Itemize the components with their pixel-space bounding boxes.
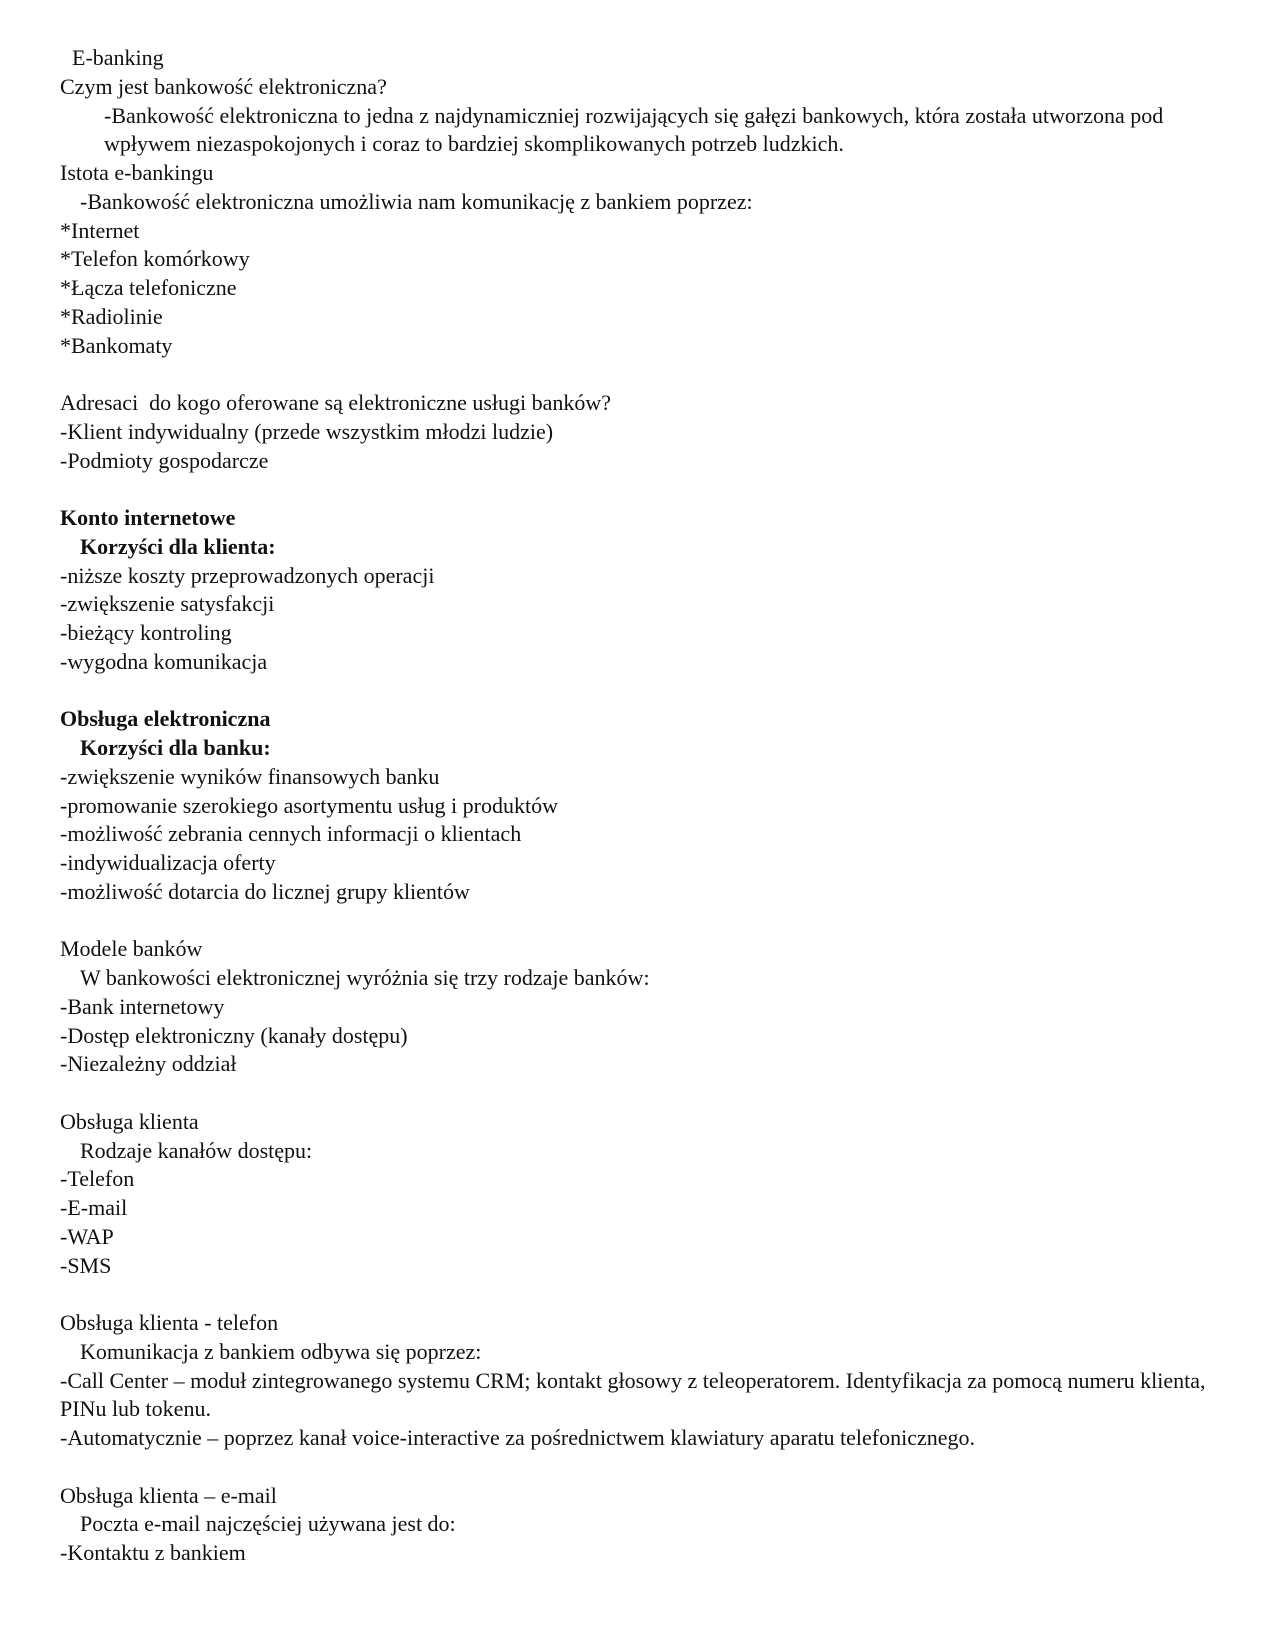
section-subheading-obsluga-elektroniczna: Korzyści dla banku:: [80, 735, 271, 760]
section-heading-modele: Modele banków: [60, 936, 203, 962]
section-heading-konto: Konto internetowe: [60, 505, 236, 530]
list-item: *Bankomaty: [60, 332, 173, 358]
section-heading-istota: Istota e-bankingu: [60, 160, 214, 185]
list-item: -E-mail: [60, 1195, 128, 1220]
list-item: -możliwość dotarcia do licznej grupy klientów: [60, 878, 470, 904]
blank-line: [60, 360, 1220, 389]
list-item: *Radiolinie: [60, 303, 163, 329]
list-item: -bieżący kontroling: [60, 620, 232, 645]
list-item: -Klient indywidualny (przede wszystkim młodzi ludzie): [60, 418, 554, 444]
list-item: -Automatycznie – poprzez kanał voice-interactive za pośrednictwem klawiatury aparatu telefonicznego.: [60, 1425, 976, 1450]
section-intro-obsluga-email: Poczta e-mail najczęściej używana jest do:: [80, 1511, 456, 1537]
list-item: -SMS: [60, 1252, 112, 1278]
question-heading: Czym jest bankowość elektroniczna?: [60, 73, 387, 99]
section-heading-adresaci: Adresaci do kogo oferowane są elektroniczne usługi banków?: [60, 390, 612, 415]
section-subheading-konto: Korzyści dla klienta:: [80, 533, 276, 559]
list-item: -Bank internetowy: [60, 993, 225, 1019]
section-heading-obsluga-elektroniczna: Obsługa elektroniczna: [60, 706, 271, 732]
list-item: -promowanie szerokiego asortymentu usług i produktów: [60, 792, 558, 818]
document-page: [60, 44, 1220, 1568]
section-heading-obsluga-telefon: Obsługa klienta - telefon: [60, 1310, 279, 1335]
list-item: *Telefon komórkowy: [60, 246, 250, 272]
section-intro-istota: -Bankowość elektroniczna umożliwia nam komunikację z bankiem poprzez:: [80, 188, 753, 214]
section-heading-obsluga-klienta: Obsługa klienta: [60, 1108, 199, 1134]
blank-line: [60, 1453, 1220, 1482]
section-heading-obsluga-email: Obsługa klienta – e-mail: [60, 1482, 277, 1508]
blank-line: [60, 677, 1220, 706]
section-intro-modele: W bankowości elektronicznej wyróżnia się trzy rodzaje banków:: [80, 965, 650, 990]
list-item: *Łącza telefoniczne: [60, 275, 237, 300]
list-item: *Internet: [60, 217, 140, 243]
blank-line: [60, 907, 1220, 936]
list-item: -zwiększenie satysfakcji: [60, 591, 275, 617]
list-item: -wygodna komunikacja: [60, 648, 268, 674]
list-item: -WAP: [60, 1223, 114, 1249]
list-item: -indywidualizacja oferty: [60, 850, 276, 875]
list-item: -Call Center – moduł zintegrowanego systemu CRM; kontakt głosowy z teleoperatorem. Identyfikacja za pomocą numeru klienta, PINu lub tokenu.: [60, 1367, 1212, 1422]
blank-line: [60, 1079, 1220, 1108]
list-item: -Niezależny oddział: [60, 1051, 237, 1077]
question-answer: -Bankowość elektroniczna to jedna z najdynamiczniej rozwijających się gałęzi bankowych, która została utworzona pod wpływem niezaspokojonych i coraz to bardziej skomplikowanych potrzeb ludzkich.: [104, 102, 1169, 157]
list-item: -Podmioty gospodarcze: [60, 447, 269, 473]
list-item: -zwiększenie wyników finansowych banku: [60, 763, 440, 789]
list-item: -Telefon: [60, 1166, 135, 1192]
document-title: E-banking: [72, 45, 164, 70]
blank-line: [60, 475, 1220, 504]
section-intro-obsluga-klienta: Rodzaje kanałów dostępu:: [80, 1137, 313, 1163]
blank-line: [60, 1280, 1220, 1309]
section-intro-obsluga-telefon: Komunikacja z bankiem odbywa się poprzez:: [80, 1338, 482, 1364]
list-item: -niższe koszty przeprowadzonych operacji: [60, 562, 435, 588]
list-item: -możliwość zebrania cennych informacji o klientach: [60, 821, 522, 847]
list-item: -Kontaktu z bankiem: [60, 1540, 246, 1565]
list-item: -Dostęp elektroniczny (kanały dostępu): [60, 1022, 408, 1048]
